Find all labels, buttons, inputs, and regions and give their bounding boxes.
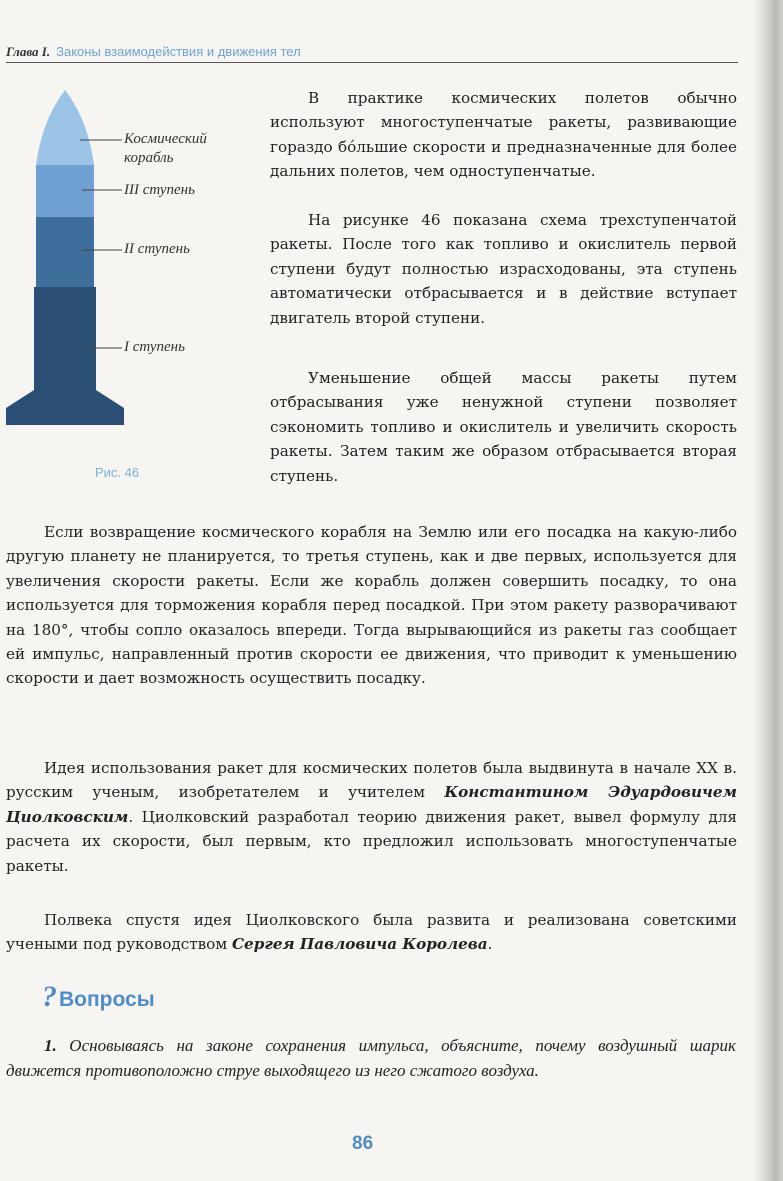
label-spacecraft: Космический корабль: [124, 131, 207, 166]
rocket-figure: [0, 80, 265, 500]
book-spine-shadow: [753, 0, 783, 1181]
question-1: 1. Основываясь на законе сохранения импульса, объясните, почему воздушный шарик движется противоположно струе выходящего из него сжатого воздуха.: [6, 1036, 736, 1080]
paragraph-1: В практике космических полетов обычно используют многоступенчатые ракеты, развивающие гораздо бóльшие скорости и предназначенные для более дальних полетов, чем одноступенчатые.: [270, 89, 737, 181]
paragraph-2: На рисунке 46 показана схема трехступенчатой ракеты. После того как топливо и окислитель первой ступени будут полностью израсходованы, эта ступень автоматически отбрасывается и в действие вступает двигатель второй ступени.: [270, 211, 737, 327]
paragraph-3: Уменьшение общей массы ракеты путем отбрасывания уже ненужной ступени позволяет сэкономить топливо и окислитель и увеличить скорость ракеты. Затем таким же образом отбрасывается вторая ступень.: [270, 369, 737, 485]
rocket-stage-1: [6, 287, 124, 425]
label-stage1: I ступень: [124, 339, 185, 355]
paragraph-5: Идея использования ракет для космических полетов была выдвинута в начале XX в. русским ученым, изобретателем и учителем Константином Эдуардовичем Циолковским. Циолковский разработал теорию движения ракет, вывел формулу для расчета их скорости, был первым, кто предложил использовать многоступенчатые ракеты.: [6, 759, 737, 875]
chapter-number: Глава I.: [6, 44, 51, 59]
chapter-title: Законы взаимодействия и движения тел: [56, 44, 301, 59]
figure-caption: Рис. 46: [95, 465, 140, 480]
running-header: [6, 42, 738, 63]
label-stage3: III ступень: [124, 182, 195, 198]
questions-heading: ?Вопросы: [42, 980, 155, 1013]
question-mark-icon: ?: [42, 980, 57, 1013]
paragraph-4: Если возвращение космического корабля на Землю или его посадка на какую-либо другую планету не планируется, то третья ступень, как и две первых, используется для увеличения скорости ракеты. Если же корабль должен совершить посадку, то она используется для торможения корабля перед посадкой. При этом ракету разворачивают на 180°, чтобы сопло оказалось впереди. Тогда вырывающийся из ракеты газ сообщает ей импульс, направленный против скорости ее движения, что приводит к уменьшению скорости и дает возможность осуществить посадку.: [6, 523, 737, 688]
name-tsiolkovsky: Константином Эдуардовичем Циолковским: [6, 783, 737, 826]
paragraph-6: Полвека спустя идея Циолковского была развита и реализована советскими учеными под руководством Сергея Павловича Королева.: [6, 911, 737, 954]
page-number: 86: [352, 1133, 374, 1154]
name-korolev: Сергея Павловича Королева: [231, 935, 488, 954]
label-stage2: II ступень: [124, 241, 190, 257]
rocket-nose-spacecraft: [36, 90, 94, 165]
rocket-stage-3: [36, 165, 94, 217]
rocket-stage-2: [36, 217, 94, 287]
